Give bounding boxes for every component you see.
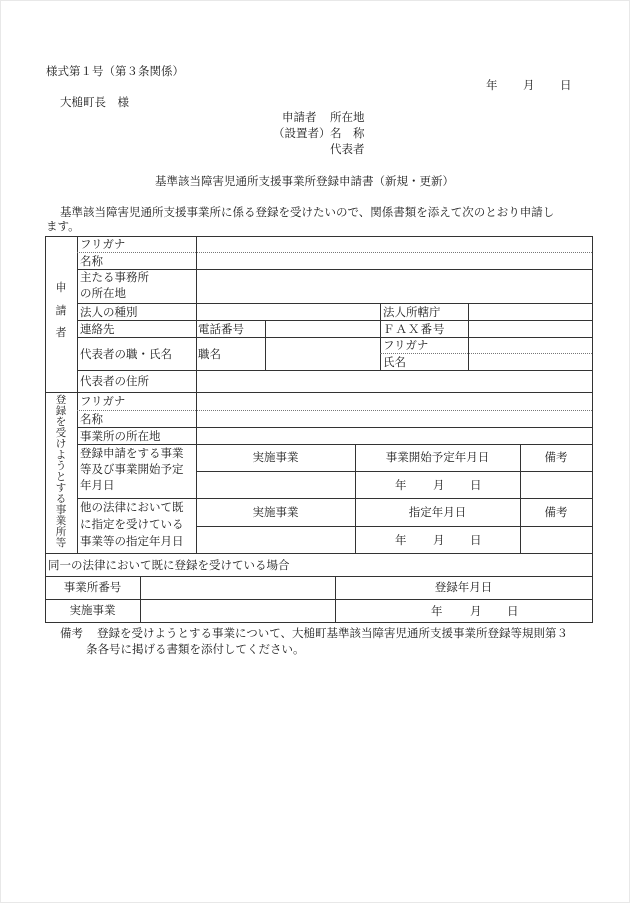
col-business2-header: 実施事業 bbox=[252, 504, 299, 519]
facility-side-label bbox=[45, 395, 77, 549]
col-remarks-header: 備考 bbox=[544, 450, 568, 465]
corp-authority-input[interactable] bbox=[469, 304, 591, 320]
col-divider bbox=[380, 303, 381, 370]
date-month-label: 月 bbox=[523, 78, 535, 92]
apply-business-label-l2: 等及び事業開始予定 bbox=[80, 462, 184, 476]
corp-type-input[interactable] bbox=[197, 304, 379, 320]
applicant-address-label: 所在地 bbox=[330, 110, 365, 124]
same-law-heading: 同一の法律において既に登録を受けている場合 bbox=[48, 557, 290, 572]
facility-furigana-input[interactable] bbox=[197, 393, 591, 410]
side-char: 受 bbox=[55, 427, 67, 439]
document-title: 基準該当障害児通所支援事業所登録申請書（新規・更新） bbox=[155, 174, 454, 188]
rep-address-input[interactable] bbox=[197, 371, 591, 392]
business-label: 実施事業 bbox=[69, 603, 116, 618]
office-address-label-l2: の所在地 bbox=[80, 286, 126, 300]
fax-input[interactable] bbox=[469, 321, 591, 337]
year-label: 年 bbox=[431, 603, 443, 618]
applicant-label: 申請者 bbox=[282, 110, 317, 124]
apply-business-input[interactable] bbox=[197, 472, 354, 498]
rep-furigana-input[interactable] bbox=[469, 338, 591, 353]
side-char: 登 bbox=[55, 394, 67, 406]
phone-input[interactable] bbox=[266, 321, 379, 337]
table-border-right bbox=[592, 236, 593, 623]
office-number-input[interactable] bbox=[141, 577, 334, 599]
rep-name-label: 氏名 bbox=[383, 354, 406, 369]
intro-text-line2: ます。 bbox=[46, 219, 80, 233]
col-start-date-header: 事業開始予定年月日 bbox=[385, 450, 490, 465]
applicant-name-input[interactable] bbox=[197, 253, 591, 269]
col-remarks2-header: 備考 bbox=[544, 504, 568, 519]
intro-text-line1: 基準該当障害児通所支援事業所に係る登録を受けたいので、関係書類を添えて次のとおり申請し bbox=[60, 205, 555, 219]
applicant-side-label bbox=[45, 282, 77, 340]
corp-type-label: 法人の種別 bbox=[80, 304, 138, 319]
corp-authority-label: 法人所轄庁 bbox=[383, 304, 441, 319]
date-year-label: 年 bbox=[486, 78, 498, 92]
note-label: 備考 bbox=[60, 626, 83, 640]
applicant-rep-label: 代表者 bbox=[330, 142, 365, 156]
side-char: 申 bbox=[55, 281, 67, 294]
note-line2: 条各号に掲げる書類を添付してください。 bbox=[86, 642, 305, 656]
side-char: よ bbox=[55, 449, 67, 461]
office-address-label-l1: 主たる事務所 bbox=[80, 270, 149, 284]
other-business-input[interactable] bbox=[197, 527, 354, 553]
rep-title-name-label: 代表者の職・氏名 bbox=[80, 346, 172, 361]
side-char: る bbox=[55, 493, 67, 505]
year-label: 年 bbox=[395, 532, 407, 547]
side-char: 業 bbox=[55, 515, 67, 527]
rep-furigana-label: フリガナ bbox=[383, 337, 429, 352]
office-address-input[interactable] bbox=[197, 270, 591, 303]
name-label: 名称 bbox=[80, 253, 103, 268]
rep-address-label: 代表者の住所 bbox=[80, 374, 149, 389]
registration-date-input[interactable] bbox=[335, 600, 592, 622]
installer-label: （設置者） bbox=[273, 126, 331, 140]
facility-furigana-label: フリガナ bbox=[80, 394, 126, 409]
year-label: 年 bbox=[395, 477, 407, 492]
date-day-label: 日 bbox=[560, 78, 572, 92]
col-designated-date-header: 指定年月日 bbox=[408, 504, 467, 519]
month-label: 月 bbox=[470, 603, 482, 618]
job-title-input[interactable] bbox=[266, 338, 379, 370]
side-char: う bbox=[55, 460, 67, 472]
other-law-label-l1: 他の法律において既 bbox=[80, 500, 184, 514]
addressee: 大槌町長 様 bbox=[60, 95, 129, 109]
remarks2-input[interactable] bbox=[521, 527, 591, 553]
side-char: け bbox=[55, 438, 67, 450]
facility-name-input[interactable] bbox=[197, 411, 591, 427]
furigana-label: フリガナ bbox=[80, 236, 126, 251]
rep-name-input[interactable] bbox=[469, 354, 591, 370]
remarks-input[interactable] bbox=[521, 472, 591, 498]
facility-address-label: 事業所の所在地 bbox=[80, 428, 161, 443]
side-col-divider bbox=[77, 236, 78, 553]
facility-name-label: 名称 bbox=[80, 411, 103, 426]
fax-label: ＦＡＸ番号 bbox=[383, 321, 446, 336]
table-border-bottom bbox=[45, 622, 593, 623]
designated-date-input[interactable] bbox=[355, 527, 520, 553]
contact-label: 連絡先 bbox=[80, 321, 115, 336]
side-char: 者 bbox=[55, 326, 67, 340]
other-law-label-l2: に指定を受けている bbox=[80, 517, 184, 531]
month-label: 月 bbox=[433, 477, 445, 492]
applicant-name-label: 名 称 bbox=[330, 126, 365, 140]
business-input[interactable] bbox=[141, 600, 334, 622]
phone-label: 電話番号 bbox=[198, 321, 244, 336]
side-char: 事 bbox=[55, 504, 67, 516]
start-date-input[interactable] bbox=[355, 472, 520, 498]
side-char: 録 bbox=[55, 405, 67, 417]
month-label: 月 bbox=[433, 532, 445, 547]
side-char: 所 bbox=[55, 526, 67, 538]
applicant-furigana-input[interactable] bbox=[197, 237, 591, 252]
day-label: 日 bbox=[507, 603, 519, 618]
job-title-label: 職名 bbox=[198, 346, 221, 361]
office-number-label: 事業所番号 bbox=[63, 580, 122, 595]
note-line1: 登録を受けようとする事業について、大槌町基準該当障害児通所支援事業所登録等規則第３ bbox=[97, 626, 569, 640]
form-id: 様式第１号（第３条関係） bbox=[46, 64, 184, 78]
side-char: と bbox=[55, 471, 67, 483]
registration-date-label: 登録年月日 bbox=[434, 580, 493, 595]
side-char: 請 bbox=[55, 303, 67, 317]
col-business-header: 実施事業 bbox=[252, 450, 299, 465]
apply-business-label-l1: 登録申請をする事業 bbox=[80, 446, 184, 460]
day-label: 日 bbox=[470, 532, 482, 547]
side-char: を bbox=[55, 416, 67, 428]
side-char: す bbox=[55, 482, 67, 494]
day-label: 日 bbox=[470, 477, 482, 492]
facility-address-input[interactable] bbox=[197, 428, 591, 444]
other-law-label-l3: 事業等の指定年月日 bbox=[80, 534, 184, 548]
side-char: 等 bbox=[55, 537, 67, 549]
apply-business-label-l3: 年月日 bbox=[80, 478, 115, 492]
